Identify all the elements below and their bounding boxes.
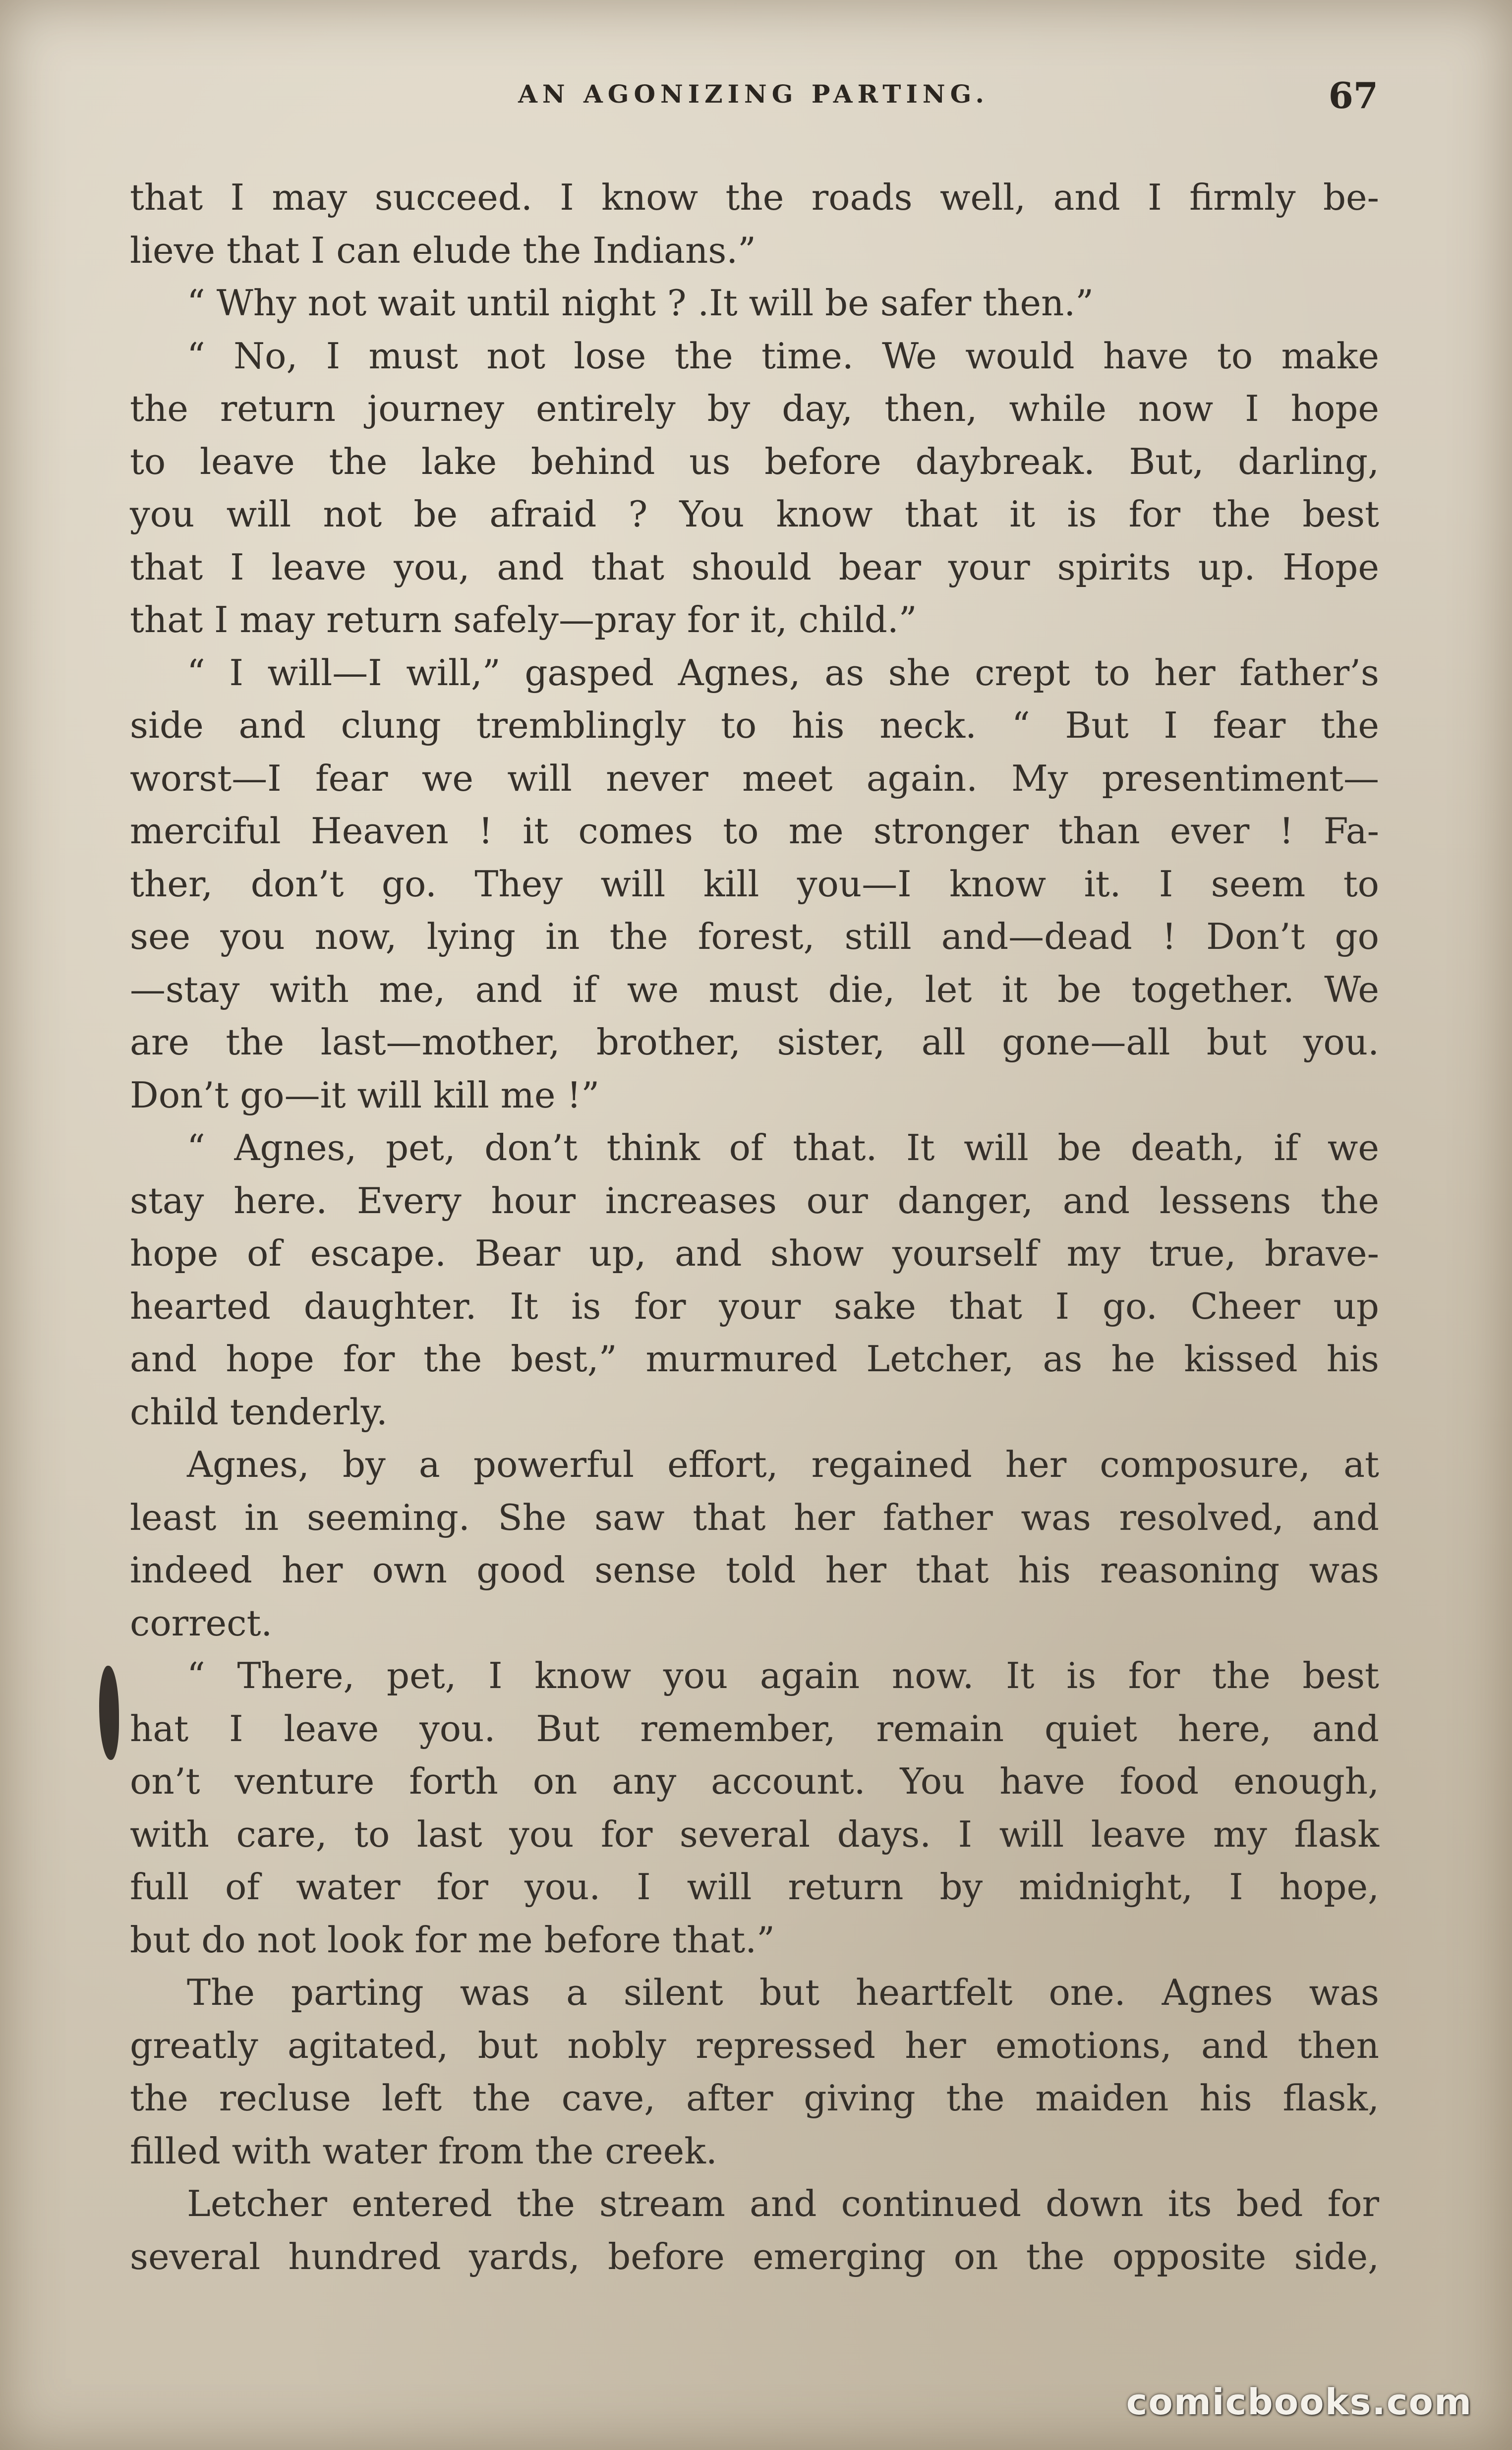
text-line: ther, don’t go. They will kill you—I know it. I seem to [130, 863, 1379, 905]
text-line: child tenderly. [130, 1391, 388, 1433]
text-line: are the last—mother, brother, sister, all gone—all but you. [130, 1021, 1379, 1063]
text-line: on’t venture forth on any account. You have food enough, [130, 1760, 1379, 1802]
text-line: filled with water from the creek. [130, 2130, 717, 2172]
text-line: that I may succeed. I know the roads well, and I firmly be- [130, 176, 1379, 218]
watermark: comicbooks.com [1126, 2381, 1472, 2423]
text-line: “ I will—I will,” gasped Agnes, as she crept to her father’s [187, 651, 1379, 694]
text-line: with care, to last you for several days. I will leave my flask [130, 1813, 1379, 1855]
text-line: correct. [130, 1602, 273, 1644]
text-line: worst—I fear we will never meet again. My presentiment— [130, 757, 1379, 799]
page-header [129, 74, 1378, 124]
text-line: “ There, pet, I know you again now. It is for the best [187, 1655, 1379, 1696]
text-line: that I may return safely—pray for it, child.” [130, 599, 917, 641]
text-line: but do not look for me before that.” [130, 1919, 775, 1961]
text-line: indeed her own good sense told her that his reasoning was [130, 1549, 1379, 1591]
text-line: see you now, lying in the forest, still and—dead ! Don’t go [130, 916, 1379, 957]
text-line: lieve that I can elude the Indians.” [130, 229, 756, 271]
text-line: that I leave you, and that should bear your spirits up. Hope [130, 546, 1379, 588]
text-line: several hundred yards, before emerging on the opposite side, [130, 2235, 1379, 2277]
body-text [130, 171, 1379, 2283]
text-line: least in seeming. She saw that her father was resolved, and [130, 1496, 1379, 1538]
text-line: you will not be afraid ? You know that it is for the best [130, 493, 1379, 535]
text-line: “ Agnes, pet, don’t think of that. It will be death, if we [187, 1127, 1379, 1168]
text-line: hope of escape. Bear up, and show yourself my true, brave- [130, 1232, 1379, 1274]
running-title: AN AGONIZING PARTING. [518, 79, 989, 109]
text-line: “ Why not wait until night ? .It will be safer then.” [187, 282, 1094, 324]
text-line: Agnes, by a powerful effort, regained her composure, at [187, 1444, 1379, 1485]
text-line: and hope for the best,” murmured Letcher, as he kissed his [130, 1338, 1379, 1380]
text-line: —stay with me, and if we must die, let it be together. We [130, 968, 1379, 1010]
text-line: stay here. Every hour increases our danger, and lessens the [130, 1179, 1379, 1222]
text-line: “ No, I must not lose the time. We would have to make [187, 335, 1379, 377]
text-line: hat I leave you. But remember, remain quiet here, and [130, 1707, 1379, 1750]
text-line: Letcher entered the stream and continued down its bed for [187, 2183, 1379, 2224]
text-line: Don’t go—it will kill me !” [130, 1074, 600, 1116]
text-line: full of water for you. I will return by midnight, I hope, [130, 1866, 1379, 1908]
ink-blot [99, 1666, 119, 1760]
text-line: the recluse left the cave, after giving the maiden his flask, [130, 2077, 1379, 2119]
text-line: side and clung tremblingly to his neck. “ But I fear the [130, 704, 1379, 746]
page-number: 67 [1328, 74, 1378, 117]
text-line: the return journey entirely by day, then, while now I hope [130, 388, 1379, 429]
text-line: hearted daughter. It is for your sake that I go. Cheer up [130, 1285, 1379, 1327]
text-line: merciful Heaven ! it comes to me stronger than ever ! Fa- [130, 810, 1379, 852]
text-line: to leave the lake behind us before daybreak. But, darling, [130, 440, 1379, 482]
text-line: The parting was a silent but heartfelt one. Agnes was [187, 1972, 1379, 2013]
text-line: greatly agitated, but nobly repressed her emotions, and then [130, 2024, 1379, 2066]
